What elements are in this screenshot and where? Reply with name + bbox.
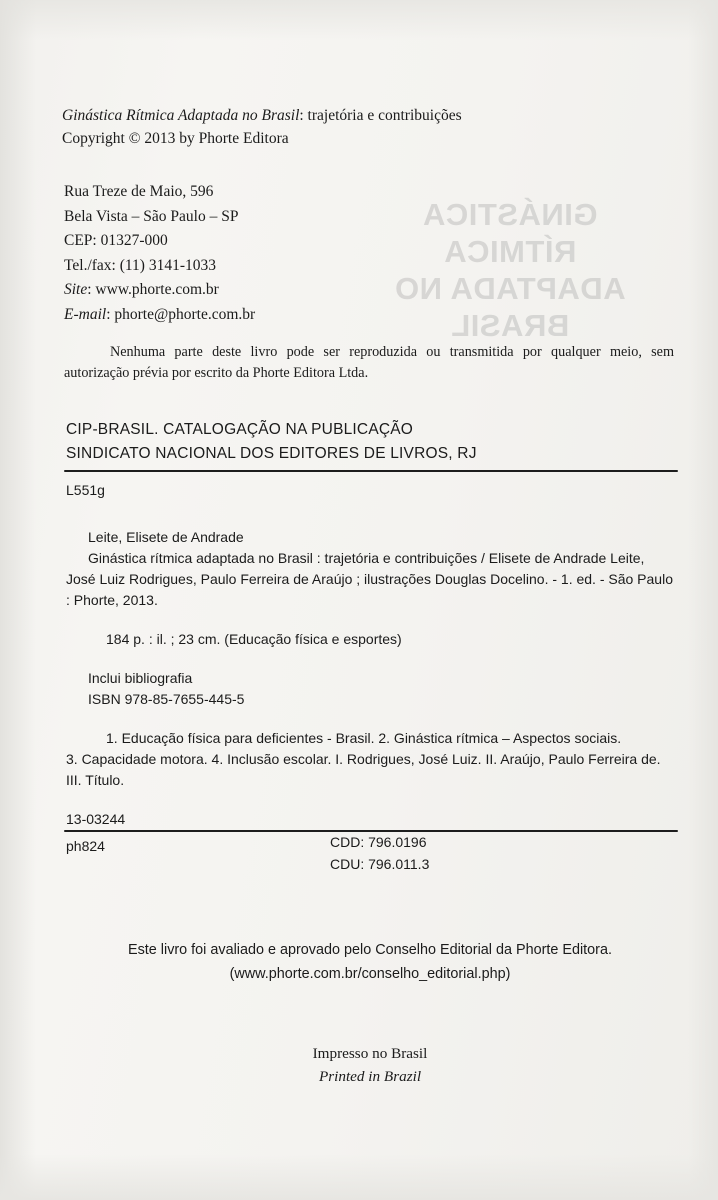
publisher-address-block bbox=[64, 180, 255, 327]
page-edge-left-shadow bbox=[0, 0, 36, 1200]
cip-heading-line-2: SINDICATO NACIONAL DOS EDITORES DE LIVROS, RJ bbox=[66, 445, 477, 462]
book-title-subtitle: : trajetória e contribuições bbox=[299, 107, 462, 124]
cip-footer-code: ph824 bbox=[66, 838, 105, 854]
cip-cdd: CDD: 796.0196 bbox=[330, 834, 427, 850]
printed-line-pt: Impresso no Brasil bbox=[312, 1045, 428, 1062]
cip-physical-description-group bbox=[66, 629, 682, 650]
email-label: E-mail bbox=[64, 305, 107, 323]
cip-classification-row bbox=[66, 809, 682, 872]
cip-subjects-group bbox=[66, 728, 682, 791]
cip-call-number: L551g bbox=[66, 482, 105, 498]
cip-physical-description: 184 p. : il. ; 23 cm. (Educação física e esportes) bbox=[106, 631, 402, 647]
printed-in-brazil-note bbox=[62, 1042, 678, 1088]
address-postal-code: CEP: 01327-000 bbox=[64, 232, 168, 249]
cip-subjects-line-3: III. Título. bbox=[66, 772, 125, 788]
book-title-line bbox=[62, 104, 462, 127]
cip-record-number: 13-03244 bbox=[66, 811, 126, 827]
cip-cdu: CDU: 796.011.3 bbox=[330, 856, 430, 872]
page-content bbox=[62, 0, 672, 1200]
website-value: : www.phorte.com.br bbox=[87, 281, 219, 298]
legal-notice bbox=[64, 342, 674, 384]
cip-heading bbox=[66, 418, 477, 466]
book-title-italic: Ginástica Rítmica Adaptada no Brasil bbox=[62, 107, 300, 124]
address-street: Rua Treze de Maio, 596 bbox=[64, 183, 214, 200]
cip-subjects-line-1: 1. Educação física para deficientes - Brasil. 2. Ginástica rítmica – Aspectos sociais. bbox=[106, 730, 622, 746]
bleed-through-text: GINÁSTICA RÍTMICA ADAPTADA NO BRASIL bbox=[394, 197, 626, 343]
cip-record bbox=[66, 480, 682, 872]
credits-block bbox=[62, 104, 462, 150]
printed-line-en: Printed in Brazil bbox=[318, 1068, 422, 1085]
cip-isbn: ISBN 978-85-7655-445-5 bbox=[88, 691, 245, 707]
cip-title-statement-3: : Phorte, 2013. bbox=[66, 592, 158, 608]
address-email bbox=[64, 303, 255, 328]
cip-author: Leite, Elisete de Andrade bbox=[88, 529, 244, 545]
address-district: Bela Vista – São Paulo – SP bbox=[64, 207, 239, 225]
cip-heading-line-1: CIP-BRASIL. CATALOGAÇÃO NA PUBLICAÇÃO bbox=[66, 421, 414, 438]
council-line-2: (www.phorte.com.br/conselho_editorial.php) bbox=[229, 966, 511, 982]
cip-title-group bbox=[66, 527, 682, 611]
legal-notice-text: Nenhuma parte deste livro pode ser reproduzida ou transmitida por qualquer meio, sem autorização prévia por escrito da Phorte Editora Ltda. bbox=[64, 344, 674, 381]
address-phone: Tel./fax: (11) 3141-1033 bbox=[64, 256, 217, 274]
cip-notes-group bbox=[66, 668, 682, 710]
cip-title-statement-1: Ginástica rítmica adaptada no Brasil : trajetória e contribuições / Elisete de Andrade Leite, bbox=[88, 550, 645, 566]
cip-rule-bottom bbox=[64, 830, 678, 832]
cip-note-bibliography: Inclui bibliografia bbox=[88, 670, 193, 686]
editorial-council-note bbox=[62, 938, 678, 986]
cip-title-statement-2: José Luiz Rodrigues, Paulo Ferreira de Araújo ; ilustrações Douglas Docelino. - 1. ed. - São Paulo bbox=[66, 571, 673, 587]
page-edge-right-shadow bbox=[688, 0, 718, 1200]
email-value: : phorte@phorte.com.br bbox=[106, 305, 256, 323]
cip-subjects-line-2: 3. Capacidade motora. 4. Inclusão escolar. I. Rodrigues, José Luiz. II. Araújo, Paulo Ferreira de. bbox=[66, 751, 661, 767]
cip-classification-numbers bbox=[330, 831, 429, 875]
copyright-line: Copyright © 2013 by Phorte Editora bbox=[62, 130, 289, 147]
address-website bbox=[64, 278, 255, 303]
website-label: Site bbox=[64, 281, 88, 298]
cip-rule-top bbox=[64, 470, 678, 472]
council-line-1: Este livro foi avaliado e aprovado pelo Conselho Editorial da Phorte Editora. bbox=[128, 942, 612, 958]
